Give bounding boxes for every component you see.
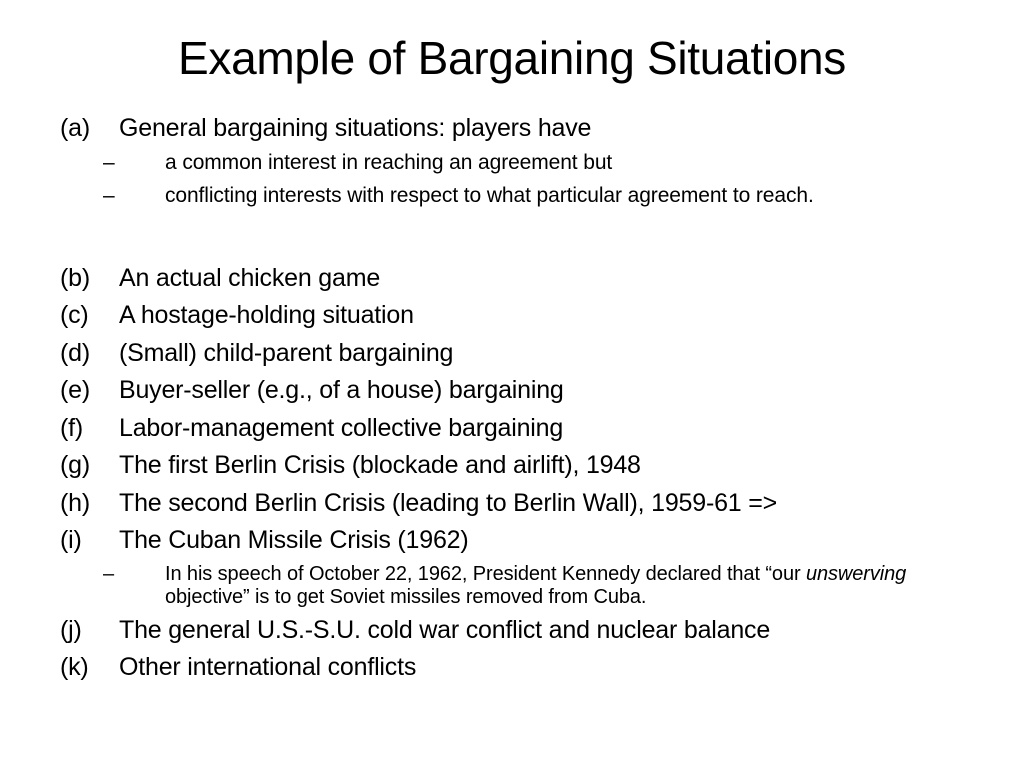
list-item-text: Other international conflicts	[119, 653, 417, 681]
list-item-text: A hostage-holding situation	[119, 301, 414, 329]
sub-item-text-after: objective” is to get Soviet missiles removed from Cuba.	[165, 585, 647, 608]
list-item-k	[60, 652, 980, 683]
sub-item-text: conflicting interests with respect to what particular agreement to reach.	[165, 183, 814, 207]
slide-title: Example of Bargaining Situations	[177, 32, 847, 84]
list-item-j	[60, 615, 980, 646]
list-item-text: The Cuban Missile Crisis (1962)	[119, 526, 469, 554]
list-item-text: Buyer-seller (e.g., of a house) bargaining	[119, 376, 564, 404]
sub-item-common-interest	[60, 151, 980, 175]
list-item-h	[60, 488, 980, 519]
list-marker: (j)	[60, 615, 82, 644]
list-marker: (i)	[60, 526, 82, 554]
dash-marker: –	[103, 183, 115, 207]
list-item-text: Labor-management collective bargaining	[119, 413, 564, 442]
list-item-text: (Small) child-parent bargaining	[119, 338, 454, 367]
sub-item-text: a common interest in reaching an agreement but	[165, 150, 613, 174]
list-marker: (h)	[60, 488, 90, 517]
list-item-text: General bargaining situations: players have	[119, 114, 592, 142]
list-item-text: The first Berlin Crisis (blockade and airlift), 1948	[119, 451, 641, 479]
list-item-c	[60, 300, 980, 331]
list-marker: (c)	[60, 301, 89, 329]
list-item-f	[60, 413, 980, 444]
sub-item-kennedy-speech	[60, 563, 980, 609]
sub-item-conflicting-interests	[60, 184, 980, 208]
slide-body	[60, 113, 980, 690]
sub-item-text-before: In his speech of October 22, 1962, President Kennedy declared that “our	[165, 562, 806, 585]
list-item-a	[60, 113, 980, 144]
list-marker: (f)	[60, 413, 83, 442]
emphasis-text: unswerving	[805, 562, 907, 585]
spacer	[60, 217, 980, 263]
dash-marker: –	[103, 150, 115, 174]
list-item-d	[60, 338, 980, 369]
list-item-i	[60, 525, 980, 556]
list-marker: (b)	[60, 263, 90, 292]
list-marker: (e)	[60, 376, 90, 404]
dash-marker: –	[103, 562, 115, 585]
list-marker: (g)	[60, 451, 90, 479]
list-item-g	[60, 450, 980, 481]
list-marker: (d)	[60, 338, 90, 367]
list-item-e	[60, 375, 980, 406]
list-item-b	[60, 263, 980, 294]
list-item-text: An actual chicken game	[119, 263, 381, 292]
list-item-text: The general U.S.-S.U. cold war conflict and nuclear balance	[119, 615, 771, 644]
list-item-text: The second Berlin Crisis (leading to Berlin Wall), 1959-61 =>	[119, 488, 778, 517]
list-marker: (k)	[60, 653, 89, 681]
list-marker: (a)	[60, 114, 90, 142]
